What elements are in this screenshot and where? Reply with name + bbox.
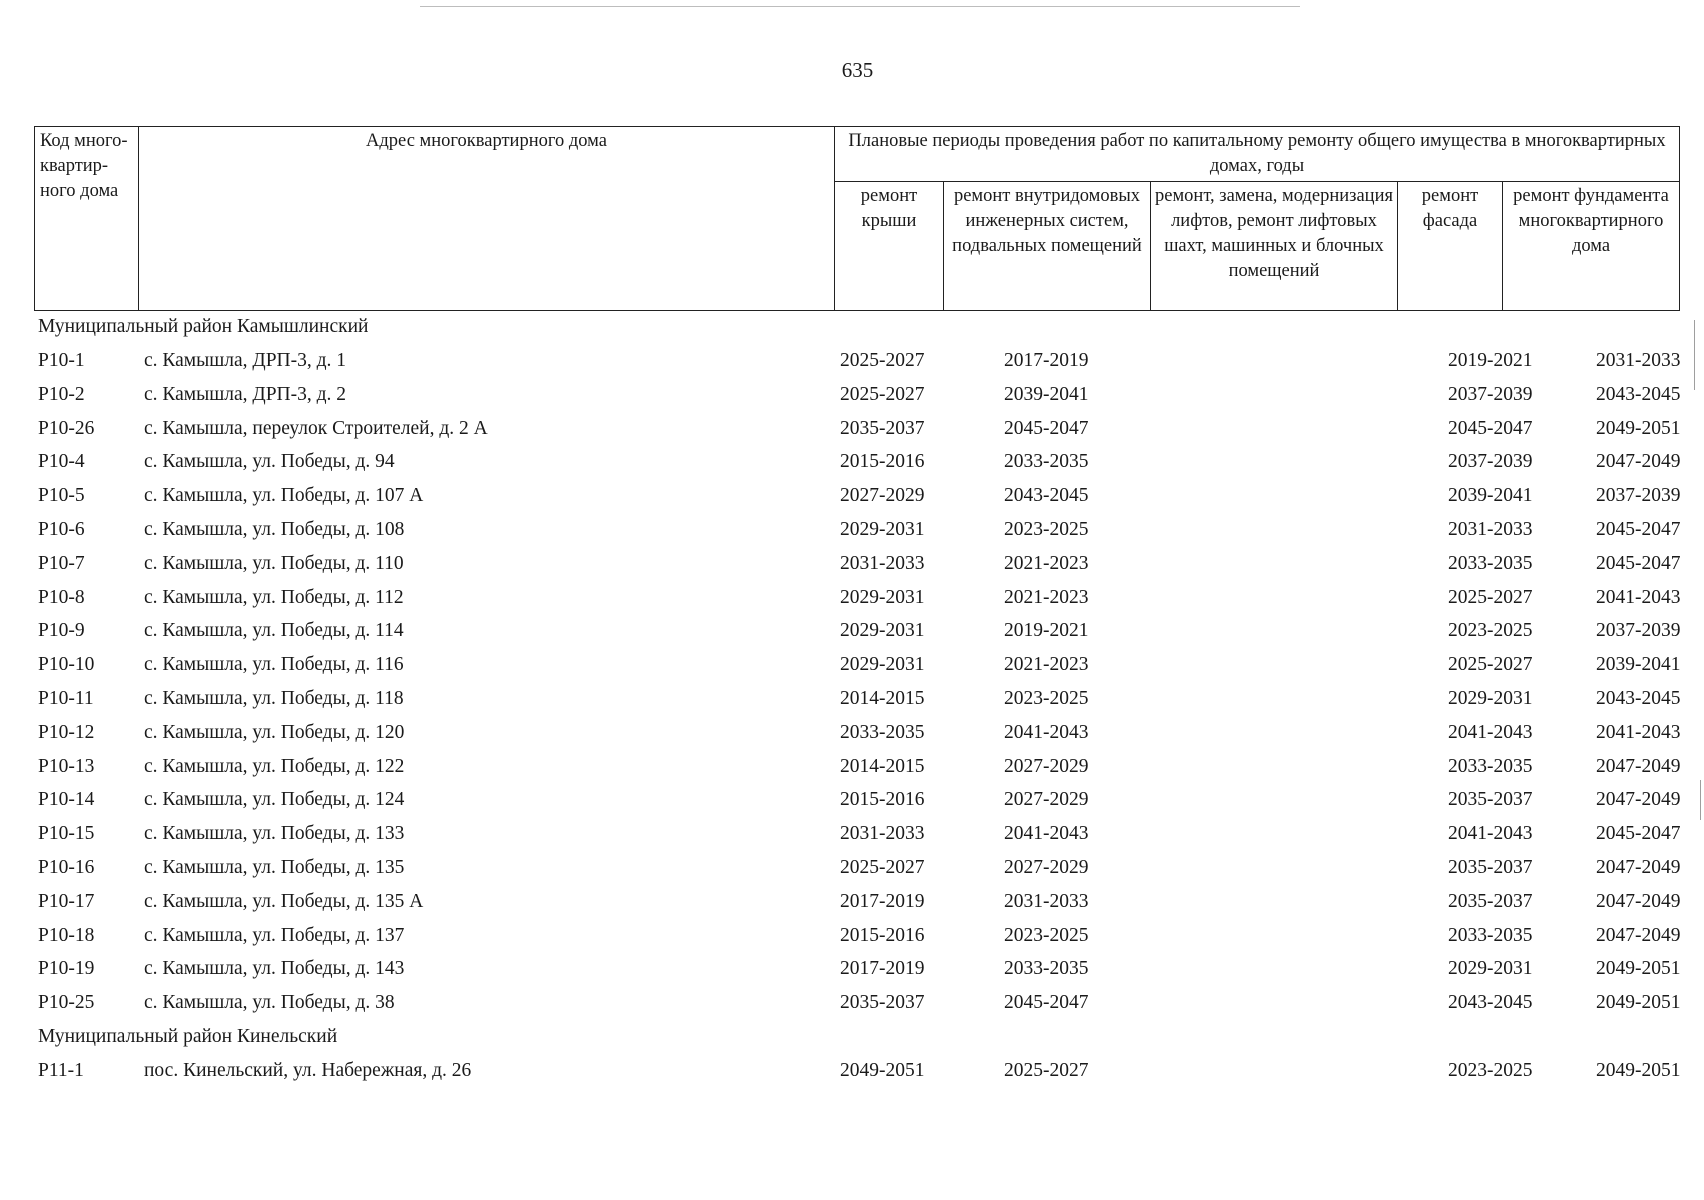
cell-foundation: 2045-2047 — [1596, 823, 1681, 845]
table-row — [38, 919, 1681, 953]
cell-address: с. Камышла, ДРП-3, д. 1 — [144, 350, 347, 371]
cell-engineering: 2021-2023 — [1004, 586, 1089, 608]
cell-foundation: 2045-2047 — [1596, 518, 1681, 540]
cell-address: с. Камышла, ул. Победы, д. 110 — [144, 552, 404, 574]
cell-address: с. Камышла, ул. Победы, д. 122 — [144, 755, 405, 777]
cell-roof: 2033-2035 — [840, 721, 925, 743]
cell-engineering: 2023-2025 — [1004, 924, 1089, 946]
cell-engineering: 2019-2021 — [1004, 620, 1089, 642]
cell-roof: 2049-2051 — [840, 1059, 925, 1081]
cell-facade: 2033-2035 — [1448, 552, 1533, 574]
cell-facade: 2025-2027 — [1448, 654, 1533, 676]
cell-code: Р11-1 — [38, 1059, 84, 1081]
cell-facade: 2031-2033 — [1448, 518, 1533, 540]
cell-roof: 2015-2016 — [840, 789, 925, 811]
cell-foundation: 2047-2049 — [1596, 924, 1681, 946]
cell-foundation: 2047-2049 — [1596, 856, 1681, 878]
cell-foundation: 2031-2033 — [1596, 350, 1681, 371]
cell-address: с. Камышла, ул. Победы, д. 135 — [144, 856, 405, 878]
cell-engineering: 2027-2029 — [1004, 856, 1089, 878]
cell-facade: 2043-2045 — [1448, 992, 1533, 1014]
cell-address: с. Камышла, ул. Победы, д. 120 — [144, 721, 405, 743]
header-address: Адрес многоквартирного дома — [139, 127, 835, 311]
table-row — [38, 648, 1681, 682]
cell-foundation: 2041-2043 — [1596, 586, 1681, 608]
cell-address: с. Камышла, ул. Победы, д. 114 — [144, 620, 404, 642]
cell-code: Р10-19 — [38, 958, 95, 980]
table-row — [38, 614, 1681, 648]
section-title: Муниципальный район Кинельский — [38, 1025, 338, 1047]
cell-foundation: 2041-2043 — [1596, 721, 1681, 743]
table-row — [38, 986, 1681, 1020]
cell-engineering: 2027-2029 — [1004, 789, 1089, 811]
cell-code: Р10-1 — [38, 350, 85, 371]
cell-roof: 2017-2019 — [840, 958, 925, 980]
cell-code: Р10-7 — [38, 552, 85, 574]
cell-roof: 2035-2037 — [840, 992, 925, 1014]
cell-foundation: 2037-2039 — [1596, 620, 1681, 642]
table-row — [38, 952, 1681, 986]
cell-roof: 2031-2033 — [840, 552, 925, 574]
cell-engineering: 2039-2041 — [1004, 383, 1089, 405]
section-title: Муниципальный район Камышлинский — [38, 316, 369, 337]
cell-code: Р10-15 — [38, 823, 95, 845]
cell-code: Р10-18 — [38, 924, 95, 946]
cell-facade: 2045-2047 — [1448, 417, 1533, 439]
cell-foundation: 2049-2051 — [1596, 1059, 1681, 1081]
cell-foundation: 2043-2045 — [1596, 383, 1681, 405]
cell-roof: 2029-2031 — [840, 586, 925, 608]
cell-engineering: 2021-2023 — [1004, 654, 1089, 676]
cell-facade: 2035-2037 — [1448, 890, 1533, 912]
cell-code: Р10-9 — [38, 620, 85, 642]
cell-foundation: 2047-2049 — [1596, 890, 1681, 912]
cell-code: Р10-25 — [38, 992, 95, 1014]
cell-roof: 2025-2027 — [840, 856, 925, 878]
cell-foundation: 2037-2039 — [1596, 485, 1681, 507]
cell-address: пос. Кинельский, ул. Набережная, д. 26 — [144, 1059, 472, 1081]
cell-roof: 2029-2031 — [840, 654, 925, 676]
table-header — [34, 126, 1680, 311]
table-row — [38, 513, 1681, 547]
cell-code: Р10-16 — [38, 856, 95, 878]
cell-engineering: 2045-2047 — [1004, 417, 1089, 439]
cell-code: Р10-14 — [38, 789, 95, 811]
table-row — [38, 378, 1681, 412]
cell-code: Р10-11 — [38, 687, 94, 709]
cell-code: Р10-6 — [38, 518, 85, 540]
cell-facade: 2033-2035 — [1448, 924, 1533, 946]
cell-facade: 2037-2039 — [1448, 451, 1533, 473]
cell-engineering: 2027-2029 — [1004, 755, 1089, 777]
table-row — [38, 547, 1681, 581]
cell-roof: 2029-2031 — [840, 620, 925, 642]
cell-engineering: 2045-2047 — [1004, 992, 1089, 1014]
cell-facade: 2025-2027 — [1448, 586, 1533, 608]
cell-roof: 2014-2015 — [840, 755, 925, 777]
header-roof: ремонт крыши — [835, 182, 944, 311]
cell-facade: 2041-2043 — [1448, 823, 1533, 845]
cell-code: Р10-8 — [38, 586, 85, 608]
cell-facade: 2029-2031 — [1448, 687, 1533, 709]
cell-engineering: 2025-2027 — [1004, 1059, 1089, 1081]
cell-roof: 2025-2027 — [840, 350, 925, 371]
cell-engineering: 2021-2023 — [1004, 552, 1089, 574]
cell-facade: 2023-2025 — [1448, 1059, 1533, 1081]
cell-code: Р10-2 — [38, 383, 85, 405]
table-row — [38, 885, 1681, 919]
cell-facade: 2023-2025 — [1448, 620, 1533, 642]
cell-code: Р10-10 — [38, 654, 95, 676]
scan-artifact — [420, 6, 1300, 7]
scan-artifact — [1694, 320, 1695, 390]
scan-artifact — [1700, 780, 1701, 820]
cell-address: с. Камышла, ул. Победы, д. 133 — [144, 823, 405, 845]
table-row — [38, 783, 1681, 817]
cell-facade: 2039-2041 — [1448, 485, 1533, 507]
cell-address: с. Камышла, ул. Победы, д. 107 А — [144, 485, 424, 507]
cell-foundation: 2043-2045 — [1596, 687, 1681, 709]
table-row — [38, 817, 1681, 851]
cell-address: с. Камышла, переулок Строителей, д. 2 А — [144, 417, 488, 439]
cell-engineering: 2017-2019 — [1004, 350, 1089, 371]
cell-code: Р10-12 — [38, 721, 95, 743]
cell-address: с. Камышла, ул. Победы, д. 38 — [144, 992, 395, 1014]
cell-facade: 2035-2037 — [1448, 856, 1533, 878]
cell-foundation: 2049-2051 — [1596, 958, 1681, 980]
header-foundation: ремонт фундамента многоквартирного дома — [1503, 182, 1680, 311]
cell-foundation: 2045-2047 — [1596, 552, 1681, 574]
cell-code: Р10-17 — [38, 890, 95, 912]
cell-roof: 2015-2016 — [840, 924, 925, 946]
cell-foundation: 2047-2049 — [1596, 451, 1681, 473]
cell-engineering: 2041-2043 — [1004, 823, 1089, 845]
cell-code: Р10-26 — [38, 417, 95, 439]
header-facade: ремонт фасада — [1398, 182, 1503, 311]
cell-code: Р10-13 — [38, 755, 95, 777]
cell-address: с. Камышла, ул. Победы, д. 143 — [144, 958, 405, 980]
cell-address: с. Камышла, ул. Победы, д. 108 — [144, 518, 405, 540]
cell-address: с. Камышла, ул. Победы, д. 118 — [144, 687, 404, 709]
header-elevators: ремонт, замена, модернизация лифтов, ремонт лифтовых шахт, машинных и блочных помещений — [1151, 182, 1398, 311]
cell-engineering: 2033-2035 — [1004, 451, 1089, 473]
cell-facade: 2029-2031 — [1448, 958, 1533, 980]
table-row — [38, 445, 1681, 479]
cell-roof: 2031-2033 — [840, 823, 925, 845]
cell-facade: 2035-2037 — [1448, 789, 1533, 811]
header-periods: Плановые периоды проведения работ по капитальному ремонту общего имущества в многоквартирных домах, годы — [835, 127, 1680, 182]
table-row — [38, 344, 1681, 378]
cell-foundation: 2049-2051 — [1596, 992, 1681, 1014]
cell-facade: 2033-2035 — [1448, 755, 1533, 777]
cell-code: Р10-4 — [38, 451, 85, 473]
page-number: 635 — [841, 58, 874, 82]
cell-address: с. Камышла, ДРП-3, д. 2 — [144, 383, 347, 405]
cell-engineering: 2023-2025 — [1004, 518, 1089, 540]
cell-roof: 2014-2015 — [840, 687, 925, 709]
cell-roof: 2029-2031 — [840, 518, 925, 540]
cell-address: с. Камышла, ул. Победы, д. 116 — [144, 654, 404, 676]
table-row — [38, 682, 1681, 716]
cell-engineering: 2033-2035 — [1004, 958, 1089, 980]
cell-roof: 2027-2029 — [840, 485, 925, 507]
cell-foundation: 2049-2051 — [1596, 417, 1681, 439]
cell-facade: 2019-2021 — [1448, 350, 1533, 371]
table-row — [38, 716, 1681, 750]
cell-address: с. Камышла, ул. Победы, д. 124 — [144, 789, 405, 811]
cell-foundation: 2047-2049 — [1596, 789, 1681, 811]
cell-address: с. Камышла, ул. Победы, д. 137 — [144, 924, 405, 946]
table-row — [38, 412, 1681, 446]
header-engineering: ремонт внутридомовых инженерных систем, подвальных помещений — [944, 182, 1151, 311]
cell-code: Р10-5 — [38, 485, 85, 507]
table-row — [38, 750, 1681, 784]
cell-foundation: 2039-2041 — [1596, 654, 1681, 676]
cell-foundation: 2047-2049 — [1596, 755, 1681, 777]
cell-engineering: 2023-2025 — [1004, 687, 1089, 709]
table-row — [38, 581, 1681, 615]
cell-address: с. Камышла, ул. Победы, д. 135 А — [144, 890, 424, 912]
cell-engineering: 2043-2045 — [1004, 485, 1089, 507]
table-row — [38, 1054, 1681, 1088]
cell-address: с. Камышла, ул. Победы, д. 94 — [144, 451, 395, 473]
cell-roof: 2025-2027 — [840, 383, 925, 405]
cell-roof: 2035-2037 — [840, 417, 925, 439]
header-code: Код много-квартир-ного дома — [35, 127, 139, 311]
cell-engineering: 2041-2043 — [1004, 721, 1089, 743]
table-row — [38, 479, 1681, 513]
table-row — [38, 851, 1681, 885]
cell-roof: 2015-2016 — [840, 451, 925, 473]
table-body — [38, 310, 1681, 1088]
cell-address: с. Камышла, ул. Победы, д. 112 — [144, 586, 404, 608]
cell-facade: 2041-2043 — [1448, 721, 1533, 743]
cell-engineering: 2031-2033 — [1004, 890, 1089, 912]
cell-facade: 2037-2039 — [1448, 383, 1533, 405]
cell-roof: 2017-2019 — [840, 890, 925, 912]
